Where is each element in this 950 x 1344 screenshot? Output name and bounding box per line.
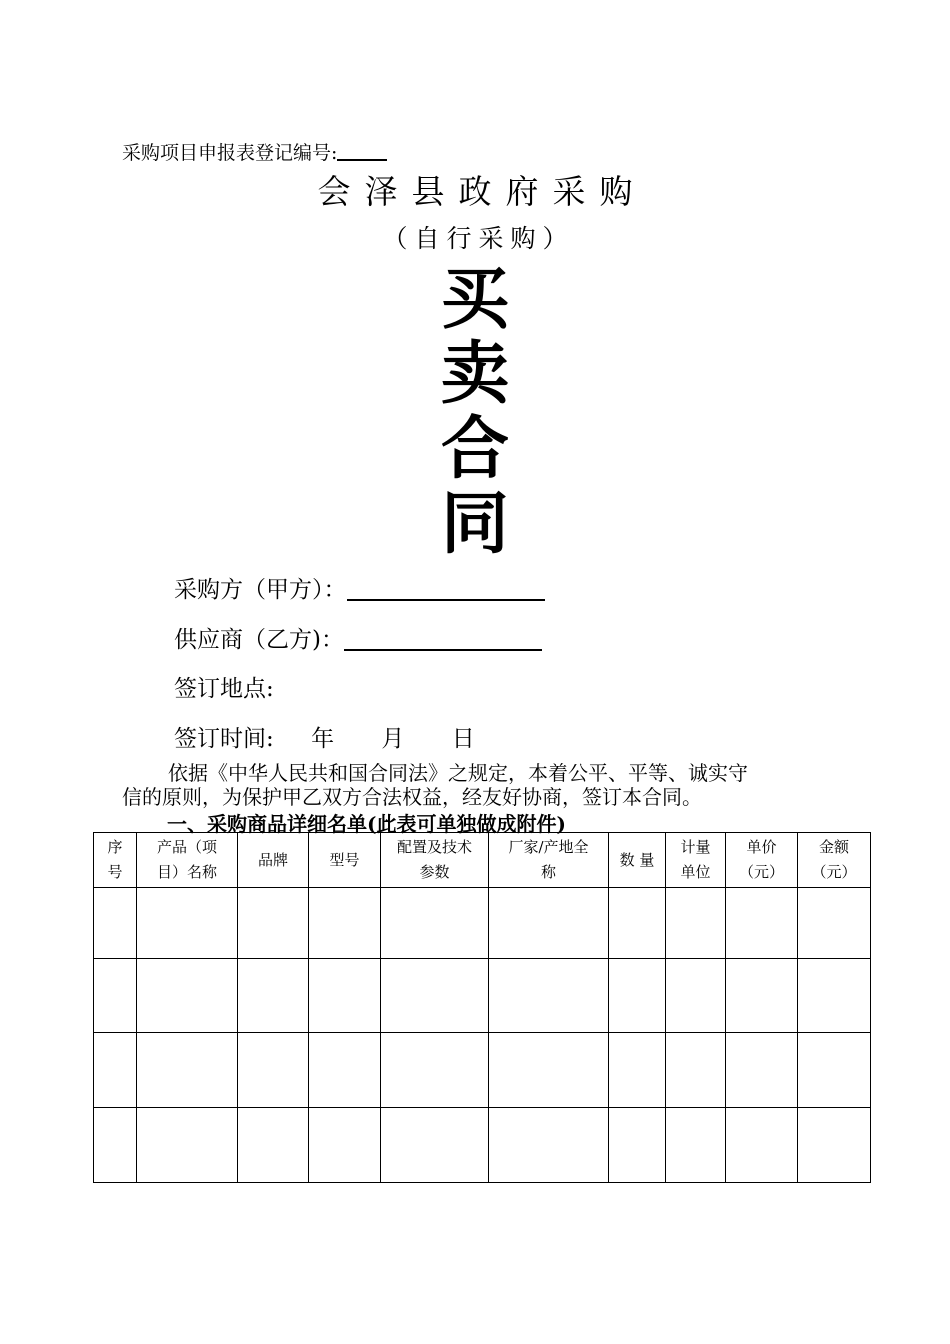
- table-cell[interactable]: [94, 1108, 137, 1183]
- buyer-field[interactable]: [347, 577, 545, 601]
- table-cell[interactable]: [489, 1033, 609, 1108]
- day-label: 日: [451, 726, 475, 752]
- table-cell[interactable]: [309, 888, 381, 959]
- table-cell[interactable]: [238, 888, 309, 959]
- table-cell[interactable]: [137, 1108, 238, 1183]
- product-list-table: [93, 832, 871, 1183]
- table-cell[interactable]: [381, 1033, 489, 1108]
- table-cell[interactable]: [489, 1108, 609, 1183]
- header-model: 型号: [309, 833, 381, 888]
- header-amount: 金额 （元）: [798, 833, 871, 888]
- main-title: 会泽县政府采购: [317, 172, 647, 211]
- table-cell[interactable]: [798, 888, 871, 959]
- intro-paragraph-line-1: 依据《中华人民共和国合同法》之规定，本着公平、平等、诚实守: [168, 761, 748, 785]
- header-manufacturer: 厂家/产地全 称: [489, 833, 609, 888]
- registration-number-label: 采购项目申报表登记编号:: [122, 142, 338, 164]
- table-cell[interactable]: [137, 888, 238, 959]
- table-row: [94, 888, 871, 959]
- signing-time-line: [174, 720, 475, 753]
- registration-number-blank[interactable]: [337, 141, 387, 161]
- registration-number-line: [122, 138, 387, 165]
- buyer-line: [174, 571, 545, 604]
- section-1-heading: 一、采购商品详细名单(此表可单独做成附件): [167, 812, 566, 836]
- table-cell[interactable]: [666, 888, 726, 959]
- table-cell[interactable]: [726, 888, 798, 959]
- table-cell[interactable]: [609, 959, 666, 1033]
- header-unit-price: 单价 （元）: [726, 833, 798, 888]
- table-cell[interactable]: [726, 1108, 798, 1183]
- table-cell[interactable]: [309, 959, 381, 1033]
- table-header-row: [94, 833, 871, 888]
- table-cell[interactable]: [137, 1033, 238, 1108]
- table-cell[interactable]: [798, 1108, 871, 1183]
- table-body: [94, 888, 871, 1183]
- table-cell[interactable]: [238, 959, 309, 1033]
- table-cell[interactable]: [726, 1033, 798, 1108]
- table-row: [94, 1108, 871, 1183]
- table-cell[interactable]: [666, 959, 726, 1033]
- year-label: 年: [311, 726, 335, 752]
- table-cell[interactable]: [489, 888, 609, 959]
- table-cell[interactable]: [137, 959, 238, 1033]
- table-cell[interactable]: [94, 888, 137, 959]
- table-cell[interactable]: [309, 1033, 381, 1108]
- intro-paragraph: [122, 761, 842, 809]
- sub-title: （自行采购）: [382, 224, 575, 253]
- buyer-label: 采购方（甲方）：: [174, 577, 347, 603]
- table-cell[interactable]: [609, 1108, 666, 1183]
- big-title-char-3: 合: [440, 410, 509, 489]
- supplier-field[interactable]: [344, 627, 542, 651]
- table-cell[interactable]: [666, 1108, 726, 1183]
- table-row: [94, 959, 871, 1033]
- table-cell[interactable]: [238, 1033, 309, 1108]
- header-product-name: 产品（项 目）名称: [137, 833, 238, 888]
- table-row: [94, 1033, 871, 1108]
- table-cell[interactable]: [609, 1033, 666, 1108]
- table-cell[interactable]: [94, 959, 137, 1033]
- table-cell[interactable]: [381, 1108, 489, 1183]
- big-title-char-1: 买: [440, 260, 509, 339]
- header-serial-no: 序 号: [94, 833, 137, 888]
- signing-place-label: 签订地点:: [174, 676, 274, 702]
- table-cell[interactable]: [381, 888, 489, 959]
- signing-place-line: [174, 670, 274, 703]
- signing-time-label: 签订时间:: [174, 726, 274, 752]
- header-unit: 计量 单位: [666, 833, 726, 888]
- intro-paragraph-line-2: 信的原则，为保护甲乙双方合法权益，经友好协商，签订本合同。: [122, 785, 702, 809]
- table-cell[interactable]: [666, 1033, 726, 1108]
- table-cell[interactable]: [609, 888, 666, 959]
- big-title-char-2: 卖: [440, 335, 509, 414]
- supplier-label: 供应商（乙方)：: [174, 627, 344, 653]
- table-cell[interactable]: [489, 959, 609, 1033]
- table-cell[interactable]: [798, 1033, 871, 1108]
- table-cell[interactable]: [238, 1108, 309, 1183]
- table-cell[interactable]: [798, 959, 871, 1033]
- supplier-line: [174, 621, 542, 654]
- table-cell[interactable]: [309, 1108, 381, 1183]
- header-brand: 品牌: [238, 833, 309, 888]
- table-cell[interactable]: [381, 959, 489, 1033]
- table-cell[interactable]: [94, 1033, 137, 1108]
- table-cell[interactable]: [726, 959, 798, 1033]
- big-title-char-4: 同: [440, 485, 509, 564]
- month-label: 月: [381, 726, 405, 752]
- header-quantity: 数 量: [609, 833, 666, 888]
- header-specs: 配置及技术 参数: [381, 833, 489, 888]
